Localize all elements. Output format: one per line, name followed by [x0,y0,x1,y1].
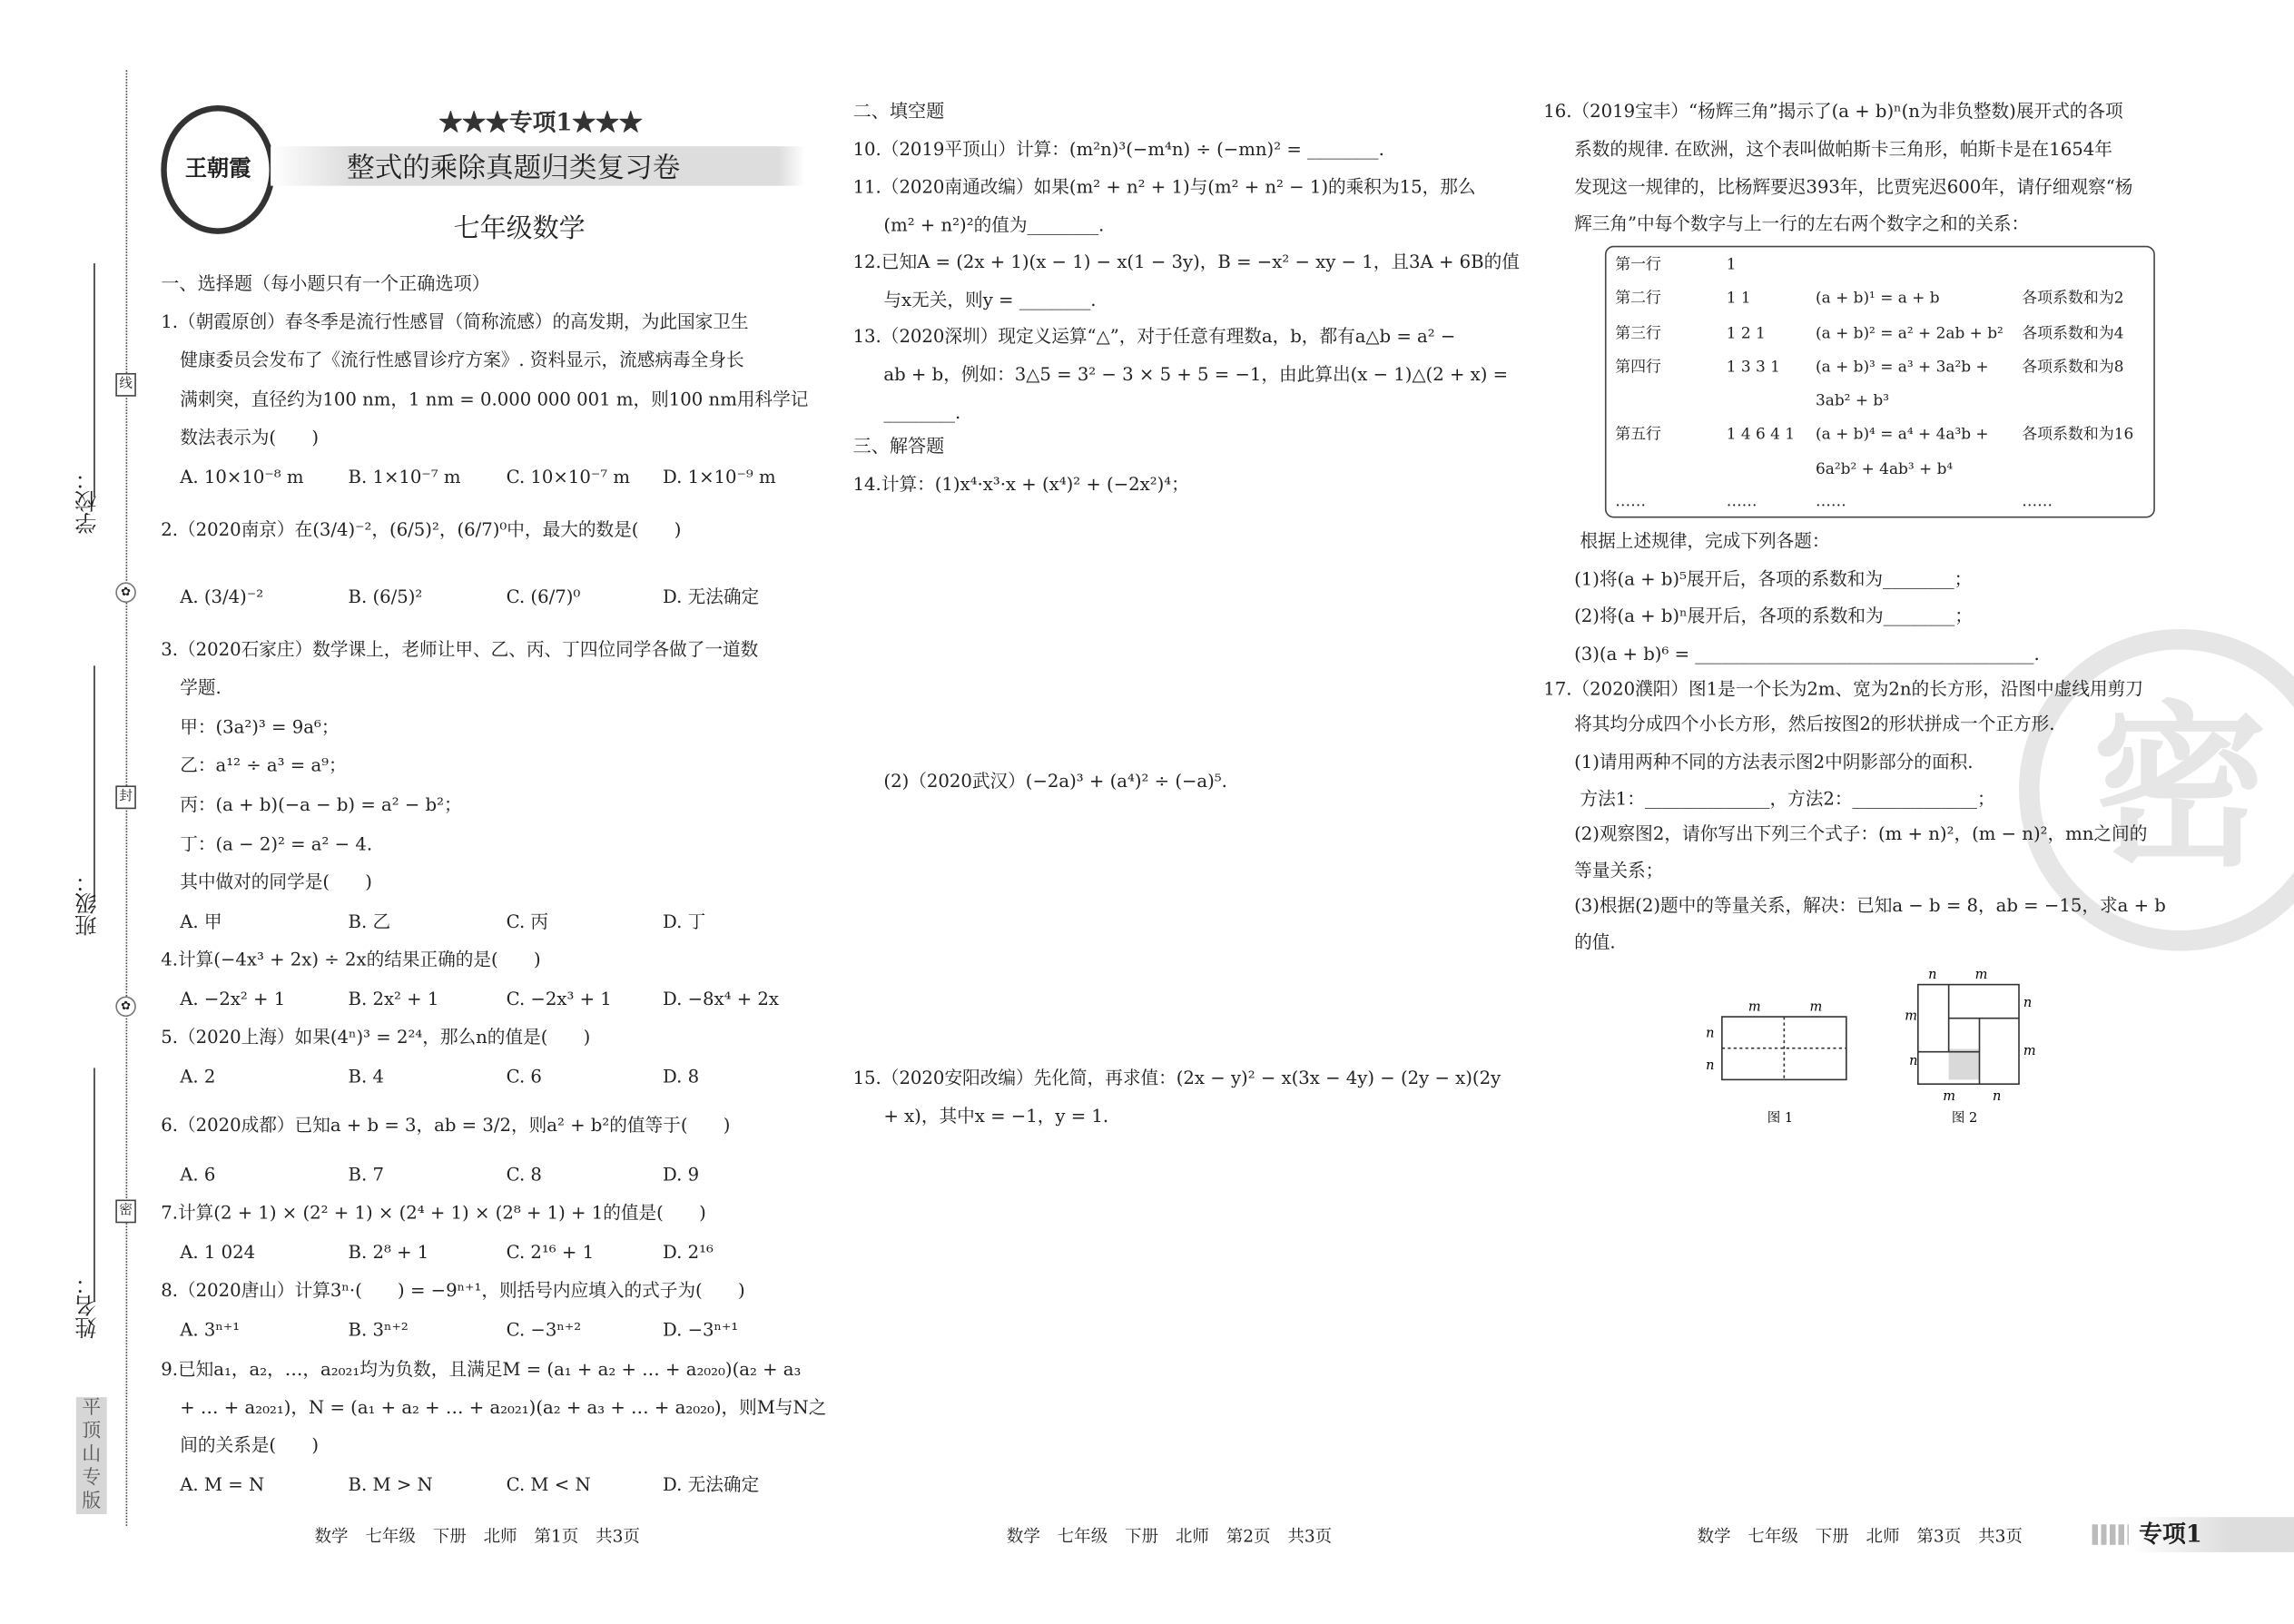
q12-line: 与x无关，则y = ________. [883,290,1097,310]
q11-line: 11.（2020南通改编）如果(m² + n² + 1)与(m² + n² − 1)的乘积为15，那么 [852,177,1476,198]
option-d: D. 2¹⁶ [663,1242,714,1263]
option-a: A. −2x² + 1 [180,989,286,1010]
q17-line: 将其均分成四个小长方形，然后按图2的形状拼成一个正方形. [1574,714,2055,735]
q3-line: 丁：(a − 2)² = a² − 4. [180,833,373,855]
fig2-label: n [2023,995,2033,1010]
paper-title: 整式的乘除真题归类复习卷 [346,152,681,185]
fig2-caption: 图 2 [1951,1111,1978,1127]
option-c: C. 2¹⁶ + 1 [506,1242,595,1263]
q16-task: (2)将(a + b)ⁿ展开后，各项的系数和为________； [1574,605,1973,626]
table-cell: 第四行 [1615,358,1661,377]
table-cell: 3ab² + b³ [1815,391,1890,410]
option-a: A. 6 [180,1164,216,1186]
name-line [94,1068,95,1302]
q17-line: 方法1：______________，方法2：______________； [1580,788,1995,810]
q8-line: 8.（2020唐山）计算3ⁿ·( ) = −9ⁿ⁺¹，则括号内应填入的式子为( ) [161,1280,745,1301]
q17-line: (3)根据(2)题中的等量关系，解决：已知a − b = 8，ab = −15，求a + b [1574,895,2166,916]
pascal-triangle-table [1605,246,2155,518]
table-cell: 第二行 [1615,290,1661,308]
q1-line: 健康委员会发布了《流行性感冒诊疗方案》. 资料显示，流感病毒全身长 [180,349,744,370]
table-cell: (a + b)³ = a³ + 3a²b + [1815,358,1989,377]
q2-line: 2.（2020南京）在(3/4)⁻²，(6/5)²，(6/7)⁰中，最大的数是( ) [161,519,682,540]
school-line [94,263,95,497]
q15-line: 15.（2020安阳改编）先化简，再求值：(2x − y)² − x(3x − 4y) − (2y − x)(2y [852,1068,1501,1089]
page-footer-3: 数学 七年级 下册 北师 第3页 共3页 [1697,1525,2023,1547]
table-cell: …… [2022,493,2053,511]
q6-line: 6.（2020成都）已知a + b = 3，ab = 3/2，则a² + b²的值等于( ) [161,1115,731,1136]
q11-line: (m² + n²)²的值为________. [883,214,1105,236]
option-d: D. 8 [663,1066,700,1088]
table-cell: 第一行 [1615,256,1661,274]
table-cell: 第三行 [1615,324,1661,343]
subject-title: 七年级数学 [453,213,586,245]
fig1-label: m [1748,999,1761,1015]
q1-line: 数法表示为( ) [180,427,320,448]
q17-line: 17.（2020濮阳）图1是一个长为2m、宽为2n的长方形，沿图中虚线用剪刀 [1543,678,2143,700]
figures [1682,959,2063,1134]
option-a: A. 2 [180,1066,216,1088]
series-label: ★★★专项1★★★ [438,108,643,136]
q16-line: 发现这一规律的，比杨辉要迟393年，比贾宪迟600年，请仔细观察“杨 [1574,177,2133,198]
option-a: A. (3/4)⁻² [180,586,264,607]
badge-pattern [2092,1524,2129,1545]
q16-line: 16.（2019宝丰）“杨辉三角”揭示了(a + b)ⁿ(n为非负整数)展开式的各项 [1543,101,2123,122]
option-c: C. 8 [506,1164,542,1186]
option-b: B. 4 [348,1066,384,1088]
q3-line: 学题. [180,677,222,698]
option-a: A. 10×10⁻⁸ m [180,467,304,487]
table-cell: …… [1726,493,1757,511]
q12-line: 12.已知A = (2x + 1)(x − 1) − x(1 − 3y)，B = −x² − xy − 1，且3A + 6B的值 [852,251,1520,272]
option-d: D. 无法确定 [663,586,760,607]
q17-line: (2)观察图2，请你写出下列三个式子：(m + n)²，(m − n)²，mn之间的 [1574,823,2148,844]
q1-line: 满刺突，直径约为100 nm，1 nm = 0.000 000 001 m，则100 nm用科学记 [180,389,809,410]
school-label: 学校： [73,468,100,535]
name-label: 姓名： [73,1273,100,1339]
page-footer-1: 数学 七年级 下册 北师 第1页 共3页 [314,1525,640,1547]
table-cell: 1 1 [1726,290,1751,308]
option-c: C. 6 [506,1066,542,1088]
option-a: A. 1 024 [180,1242,256,1263]
q9-line: 间的关系是( ) [180,1434,320,1456]
q13-line: ab + b，例如：3△5 = 3² − 3 × 5 + 5 = −1，由此算出(x − 1)△(2 + x) = [883,364,1509,385]
q7-line: 7.计算(2 + 1) × (2² + 1) × (2⁴ + 1) × (2⁸ + 1) + 1的值是( ) [161,1202,706,1224]
option-c: C. M < N [506,1474,591,1496]
table-cell: 6a²b² + 4ab³ + b⁴ [1815,460,1954,478]
edition-label: 平顶山专版 [76,1397,107,1514]
fig2-label: m [1974,968,1988,983]
table-cell: (a + b)⁴ = a⁴ + 4a³b + [1815,425,1989,444]
option-c: C. 丙 [506,911,549,932]
q13-line: ________. [883,402,961,423]
option-c: C. −2x³ + 1 [506,989,612,1010]
fig1-label: n [1706,1026,1715,1041]
q16-task: (1)将(a + b)⁵展开后，各项的系数和为________； [1574,568,1973,590]
q5-line: 5.（2020上海）如果(4ⁿ)³ = 2²⁴，那么n的值是( ) [161,1027,591,1048]
table-cell: …… [1615,493,1647,511]
option-d: D. 无法确定 [663,1474,760,1496]
table-cell: 1 [1726,256,1737,274]
option-c: C. −3ⁿ⁺² [506,1319,582,1341]
q14-line: (2)（2020武汉）(−2a)³ + (a⁴)² ÷ (−a)⁵. [883,771,1227,792]
option-b: B. 2x² + 1 [348,989,439,1010]
option-c: C. (6/7)⁰ [506,586,581,607]
option-b: B. 1×10⁻⁷ m [348,467,461,487]
option-b: B. (6/5)² [348,586,423,607]
table-cell: 各项系数和为8 [2022,358,2124,377]
table-cell: (a + b)² = a² + 2ab + b² [1815,324,2004,343]
option-d: D. −3ⁿ⁺¹ [663,1319,739,1341]
q17-line: 的值. [1574,931,1616,953]
q3-line: 甲：(3a²)³ = 9a⁶； [180,716,340,738]
seal-secret-char: 密 [115,1200,136,1224]
option-a: A. 3ⁿ⁺¹ [180,1319,241,1341]
fig2-shaded-square [1949,1049,1980,1080]
section-badge: 专项1 [2133,1517,2294,1552]
fig2-label: n [1909,1054,1918,1069]
watermark-seal: 密 [2019,629,2294,951]
option-b: B. M > N [348,1474,433,1496]
q17-line: 等量关系； [1574,860,1664,881]
option-b: B. 乙 [348,911,391,932]
q16-task: (3)(a + b)⁶ = ______________________________________. [1574,644,2040,664]
option-d: D. 丁 [663,911,706,932]
table-cell: 各项系数和为16 [2022,425,2134,444]
fig2-label: m [2023,1043,2036,1058]
q1-line: 1.（朝霞原创）春冬季是流行性感冒（简称流感）的高发期，为此国家卫生 [161,311,749,332]
page-footer-2: 数学 七年级 下册 北师 第2页 共3页 [1006,1525,1333,1547]
fig2-label: m [1905,1009,1918,1024]
figure-1 [1706,1000,1846,1126]
fig1-label: m [1809,999,1823,1015]
class-label: 班级： [73,870,100,937]
q10-line: 10.（2019平顶山）计算：(m²n)³(−m⁴n) ÷ (−mn)² = ________. [852,139,1384,160]
brand-logo [161,105,275,234]
fig2-label: m [1943,1088,1955,1104]
table-cell: (a + b)¹ = a + b [1815,290,1940,308]
q16-line: 系数的规律. 在欧洲，这个表叫做帕斯卡三角形，帕斯卡是在1654年 [1574,139,2112,160]
table-cell: 1 4 6 4 1 [1726,425,1796,444]
q4-line: 4.计算(−4x³ + 2x) ÷ 2x的结果正确的是( ) [161,949,541,970]
q3-line: 3.（2020石家庄）数学课上，老师让甲、乙、丙、丁四位同学各做了一道数 [161,639,759,660]
q14-line: 14.计算：(1)x⁴·x³·x + (x⁴)² + (−2x²)⁴； [852,474,1189,495]
fig2-label: n [1992,1088,2002,1104]
q9-line: 9.已知a₁，a₂，…，a₂₀₂₁均为负数，且满足M = (a₁ + a₂ + … + a₂₀₂₀)(a₂ + a₃ [161,1359,802,1380]
table-cell: 1 2 1 [1726,324,1766,343]
table-cell: 1 3 3 1 [1726,358,1780,377]
q3-line: 其中做对的同学是( ) [180,871,372,893]
section-heading-answer: 三、解答题 [852,434,945,457]
seal-line-char: 线 [115,373,136,397]
q15-line: + x)，其中x = −1，y = 1. [883,1106,1109,1127]
table-cell: 各项系数和为2 [2022,290,2124,308]
fig1-label: n [1706,1058,1715,1074]
option-d: D. −8x⁴ + 2x [663,989,780,1010]
q3-line: 乙：a¹² ÷ a³ = a⁹； [180,754,347,776]
option-c: C. 10×10⁻⁷ m [506,467,630,487]
option-a: A. M = N [180,1474,265,1496]
table-cell: …… [1815,493,1846,511]
table-cell: 各项系数和为4 [2022,324,2124,343]
q3-line: 丙：(a + b)(−a − b) = a² − b²； [180,794,462,815]
option-d: D. 9 [663,1164,700,1186]
ornament-icon: ✿ [115,582,136,603]
fig1-caption: 图 1 [1767,1111,1794,1127]
table-cell: 第五行 [1615,425,1661,444]
option-b: B. 7 [348,1164,384,1186]
figure-2 [1905,968,2035,1126]
q16-line: 辉三角”中每个数字与上一行的左右两个数字之和的关系： [1574,213,2030,234]
q9-line: + … + a₂₀₂₁)，N = (a₁ + a₂ + … + a₂₀₂₁)(a₂ + a₃ + … + a₂₀₂₀)，则M与N之 [180,1397,827,1418]
q13-line: 13.（2020深圳）现定义运算“△”，对于任意有理数a，b，都有a△b = a² − [852,326,1456,347]
seal-seal-char: 封 [115,785,136,809]
class-line [94,665,95,900]
option-a: A. 甲 [180,911,222,932]
option-b: B. 2⁸ + 1 [348,1242,429,1263]
option-b: B. 3ⁿ⁺² [348,1319,409,1341]
q16-task: 根据上述规律，完成下列各题： [1580,531,1830,552]
q17-line: (1)请用两种不同的方法表示图2中阴影部分的面积. [1574,752,1974,773]
section-heading-fill: 二、填空题 [852,99,945,122]
option-d: D. 1×10⁻⁹ m [663,467,776,487]
fig2-label: n [1928,968,1937,983]
ornament-icon: ✿ [115,996,136,1017]
logo-text: 王朝霞 [184,154,251,182]
section-heading: 一、选择题（每小题只有一个正确选项） [161,271,490,294]
